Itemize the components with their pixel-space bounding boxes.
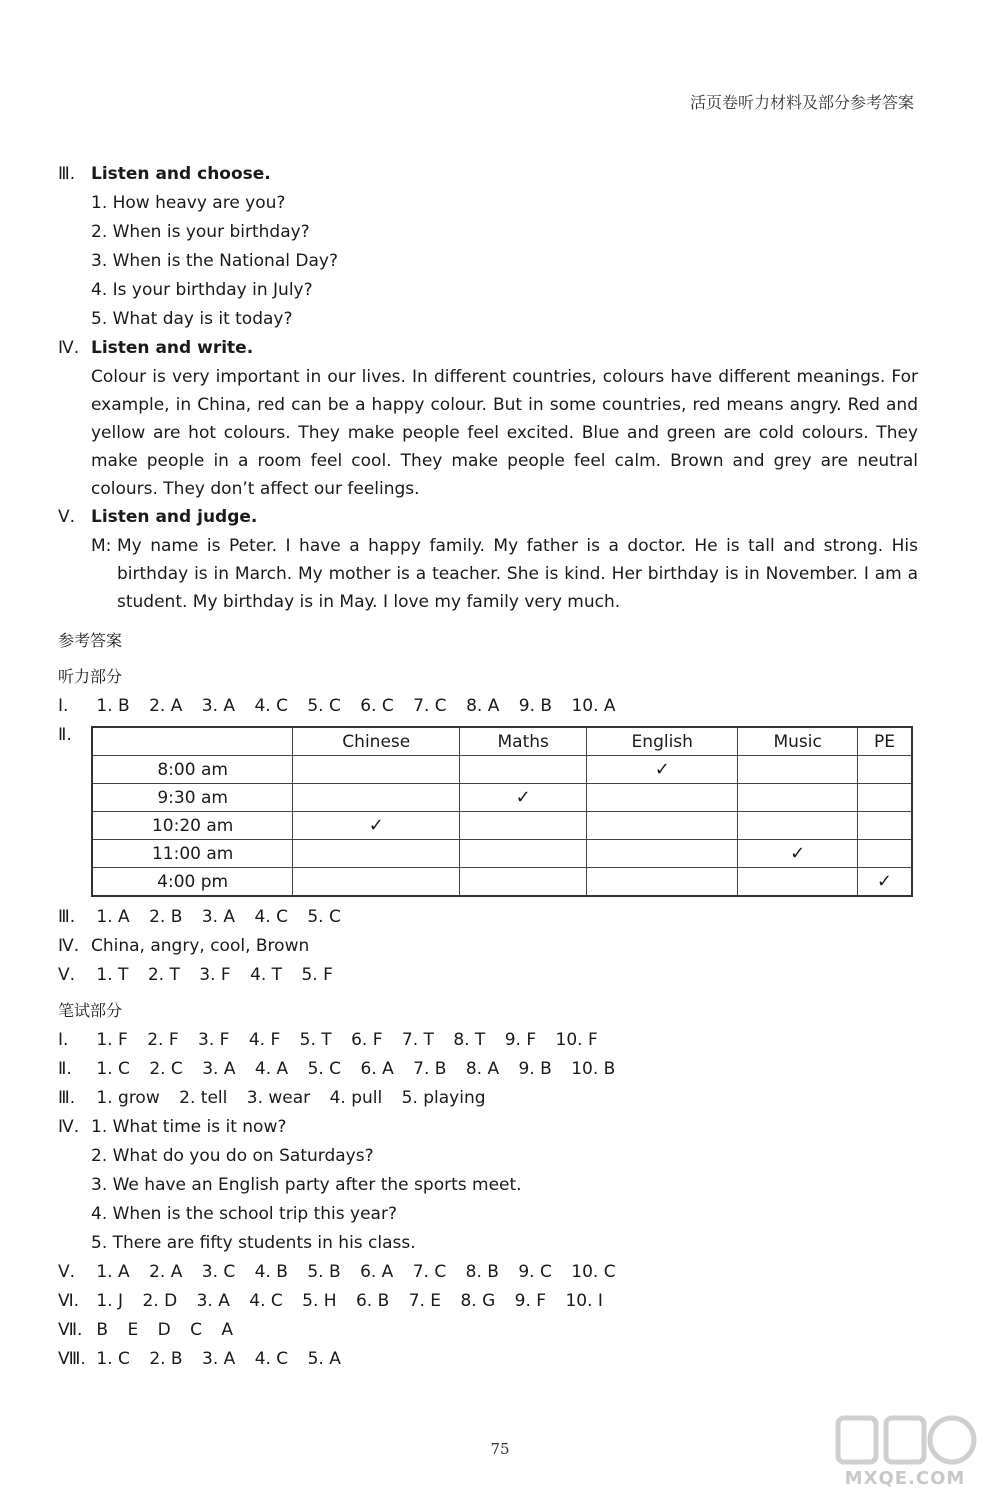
answer-item: 6. A (360, 1262, 394, 1282)
table-cell (738, 868, 858, 897)
answer-item: 4. C (254, 907, 288, 927)
table-cell: ✓ (293, 812, 460, 840)
table-cell (293, 868, 460, 897)
answer-item: 1. F (96, 1030, 128, 1050)
answer-item: 3. F (198, 1030, 230, 1050)
listening-part-title: 听力部分 (58, 667, 123, 686)
answer-item: 3. A (201, 696, 236, 716)
answer-item: 6. A (360, 1059, 394, 1079)
section-number: Ⅳ. (58, 338, 80, 358)
answer-item: 5. T (299, 1030, 332, 1050)
section-heading (58, 334, 918, 363)
answer-row (58, 932, 918, 961)
colour-paragraph: Colour is very important in our lives. In different countries, colours have different meanings. For example, in China, red can be a happy colour. But in some countries, red means angry. Red and yellow are hot colours. They make people feel excited. Blue and green are cold colours. They make people in a room feel cool. They make people feel calm. Brown and grey are neutral colours. They don’t affect our feelings. (91, 367, 918, 499)
table-cell (857, 840, 912, 868)
answer-row (58, 1287, 918, 1316)
answer-item: 1. What time is it now? (91, 1117, 287, 1137)
time-cell: 10:20 am (92, 812, 293, 840)
section-number: Ⅵ. (58, 1291, 80, 1311)
answer-item: 2. C (149, 1059, 183, 1079)
answer-item: 4. B (254, 1262, 288, 1282)
answer-item: C (190, 1320, 203, 1340)
table-cell (293, 840, 460, 868)
answer-item: 8. A (466, 696, 500, 716)
answer-item: 5. F (301, 965, 333, 985)
answer-item: 10. B (571, 1059, 616, 1079)
answer-item: 5. playing (401, 1088, 486, 1108)
table-cell (460, 868, 587, 897)
answer-item: 3. wear (246, 1088, 311, 1108)
answer-item: 3. We have an English party after the sports meet. (91, 1175, 522, 1195)
watermark-icon (830, 1410, 980, 1470)
section-number: Ⅴ. (58, 965, 76, 985)
answer-item: 8. T (453, 1030, 486, 1050)
answer-item: 9. B (518, 696, 553, 716)
answer-item: 10. F (555, 1030, 598, 1050)
answer-row (58, 1316, 918, 1345)
speaker-text: My name is Peter. I have a happy family. My father is a doctor. He is tall and strong. His birthday is in March. My mother is a teacher. She is kind. Her birthday is in November. I am a student. My birthday is in May. I love my family very much. (117, 536, 918, 612)
table-cell (460, 840, 587, 868)
table-cell (738, 756, 858, 784)
section-number: Ⅰ. (58, 1030, 69, 1050)
answer-item: 10. C (571, 1262, 616, 1282)
answer-item: 3. A (196, 1291, 230, 1311)
watermark-text: MXQE.COM (844, 1468, 966, 1489)
answer-item: 5. H (302, 1291, 337, 1311)
list-item: 2. When is your birthday? (91, 222, 310, 242)
list-item: 1. How heavy are you? (91, 193, 286, 213)
answer-item: 1. grow (96, 1088, 160, 1108)
section-number: Ⅲ. (58, 164, 76, 184)
answer-item: 5. There are fifty students in his class. (91, 1233, 416, 1253)
table-header-row (92, 727, 912, 756)
answer-item: 3. A (202, 1349, 236, 1369)
answer-item: A (221, 1320, 234, 1340)
table-cell (587, 812, 738, 840)
section-heading (58, 160, 918, 189)
speaker-label: M: (91, 536, 112, 556)
answer-item: 7. C (413, 696, 447, 716)
answer-item: 5. C (307, 696, 341, 716)
answer-item: 2. A (149, 696, 183, 716)
answer-item: 2. A (149, 1262, 183, 1282)
answer-item: 2. B (149, 907, 183, 927)
answer-item: 4. pull (329, 1088, 383, 1108)
answer-row (58, 1345, 918, 1374)
table-cell (293, 784, 460, 812)
watermark-logo (830, 1410, 980, 1490)
section-number: Ⅲ. (58, 907, 76, 927)
table-row (92, 756, 912, 784)
table-header-cell: Music (738, 727, 858, 756)
table-row (92, 812, 912, 840)
table-header-cell: Chinese (293, 727, 460, 756)
section-number: Ⅷ. (58, 1349, 86, 1369)
dialogue (58, 532, 918, 616)
table-header-cell: PE (857, 727, 912, 756)
answer-item: 1. C (96, 1349, 130, 1369)
table-cell (738, 812, 858, 840)
time-cell: 8:00 am (92, 756, 293, 784)
answer-item: 1. A (96, 1262, 130, 1282)
table-header-cell: Maths (460, 727, 587, 756)
answer-item: 1. J (96, 1291, 124, 1311)
answer-row (58, 903, 918, 932)
answer-item: 2. T (147, 965, 180, 985)
table-cell (587, 784, 738, 812)
schedule-table (91, 726, 913, 897)
answer-item: 2. tell (179, 1088, 228, 1108)
answer-item: China, angry, cool, Brown (91, 936, 310, 956)
section-title: Listen and judge. (91, 507, 258, 527)
answer-item: 1. B (96, 696, 130, 716)
answer-item: 2. D (142, 1291, 178, 1311)
time-cell: 4:00 pm (92, 868, 293, 897)
answer-item: 5. C (307, 1059, 342, 1079)
answers-title: 参考答案 (58, 631, 123, 650)
table-cell: ✓ (857, 868, 912, 897)
answer-item: 9. F (504, 1030, 537, 1050)
answer-item: 7. E (408, 1291, 442, 1311)
page-number: 75 (490, 1440, 510, 1458)
section-title: Listen and choose. (91, 164, 271, 184)
section-number: Ⅶ. (58, 1320, 83, 1340)
answer-row (58, 1026, 918, 1055)
table-cell (857, 812, 912, 840)
answer-item: 4. When is the school trip this year? (91, 1204, 397, 1224)
answer-item: 5. B (307, 1262, 341, 1282)
answer-item: 7. T (401, 1030, 434, 1050)
written-part-title: 笔试部分 (58, 1001, 123, 1020)
answer-item: 9. B (518, 1059, 552, 1079)
section-number: Ⅲ. (58, 1088, 76, 1108)
time-cell: 9:30 am (92, 784, 293, 812)
section-title: Listen and write. (91, 338, 254, 358)
page-content (58, 160, 918, 1374)
answer-item: 8. G (460, 1291, 496, 1311)
answer-item: B (96, 1320, 109, 1340)
answer-item: 6. B (355, 1291, 390, 1311)
table-cell (293, 756, 460, 784)
answer-item: 5. C (307, 907, 341, 927)
time-cell: 11:00 am (92, 840, 293, 868)
answer-item: 4. T (250, 965, 283, 985)
table-cell: ✓ (587, 756, 738, 784)
answer-item: 3. A (202, 1059, 236, 1079)
answer-item: 8. A (465, 1059, 500, 1079)
answer-item: 3. C (201, 1262, 236, 1282)
answer-item: 5. A (307, 1349, 341, 1369)
answer-item: 2. B (149, 1349, 183, 1369)
list-item: 4. Is your birthday in July? (91, 280, 313, 300)
table-cell (460, 756, 587, 784)
section-number: Ⅱ. (58, 1059, 72, 1079)
answer-item: 10. A (571, 696, 616, 716)
answer-item: 1. C (96, 1059, 130, 1079)
answer-item: 4. C (249, 1291, 283, 1311)
table-cell: ✓ (738, 840, 858, 868)
table-cell (460, 812, 587, 840)
answer-row (58, 961, 918, 990)
answer-item: 7. C (412, 1262, 447, 1282)
answer-item: 1. T (96, 965, 129, 985)
section-number: Ⅴ. (58, 1262, 76, 1282)
answer-item: 8. B (465, 1262, 499, 1282)
answer-row (58, 692, 918, 721)
answer-item: 3. A (201, 907, 236, 927)
table-header-cell: English (587, 727, 738, 756)
section-number: Ⅳ. (58, 936, 80, 956)
table-cell (738, 784, 858, 812)
table-cell (587, 868, 738, 897)
table-row (92, 868, 912, 897)
section-number: Ⅰ. (58, 696, 69, 716)
section-number: Ⅱ. (58, 725, 72, 745)
answer-row (58, 1113, 918, 1142)
table-row (92, 840, 912, 868)
answer-item: 2. What do you do on Saturdays? (91, 1146, 374, 1166)
table-cell (857, 784, 912, 812)
table-row (92, 784, 912, 812)
table-cell: ✓ (460, 784, 587, 812)
answer-item: 4. F (248, 1030, 281, 1050)
answer-item: 6. F (351, 1030, 383, 1050)
list-item: 3. When is the National Day? (91, 251, 338, 271)
answer-item: 9. F (514, 1291, 547, 1311)
section-number: Ⅳ. (58, 1117, 80, 1137)
list-item: 5. What day is it today? (91, 309, 293, 329)
answer-item: D (157, 1320, 171, 1340)
table-header-cell (92, 727, 293, 756)
answer-item: E (127, 1320, 139, 1340)
answer-item: 4. C (254, 696, 288, 716)
answer-item: 10. I (565, 1291, 603, 1311)
answer-item: 3. F (199, 965, 231, 985)
answer-item: 6. C (360, 696, 394, 716)
answer-row (58, 1084, 918, 1113)
answer-row (58, 1055, 918, 1084)
section-heading (58, 503, 918, 532)
answer-item: 4. C (254, 1349, 289, 1369)
table-cell (857, 756, 912, 784)
section-number: Ⅴ. (58, 507, 76, 527)
answer-item: 7. B (413, 1059, 447, 1079)
answer-item: 1. A (96, 907, 130, 927)
page-header: 活页卷听力材料及部分参考答案 (689, 93, 914, 112)
answer-item: 9. C (518, 1262, 552, 1282)
answer-item: 4. A (254, 1059, 289, 1079)
table-cell (587, 840, 738, 868)
answer-row (58, 1258, 918, 1287)
answer-item: 2. F (147, 1030, 179, 1050)
